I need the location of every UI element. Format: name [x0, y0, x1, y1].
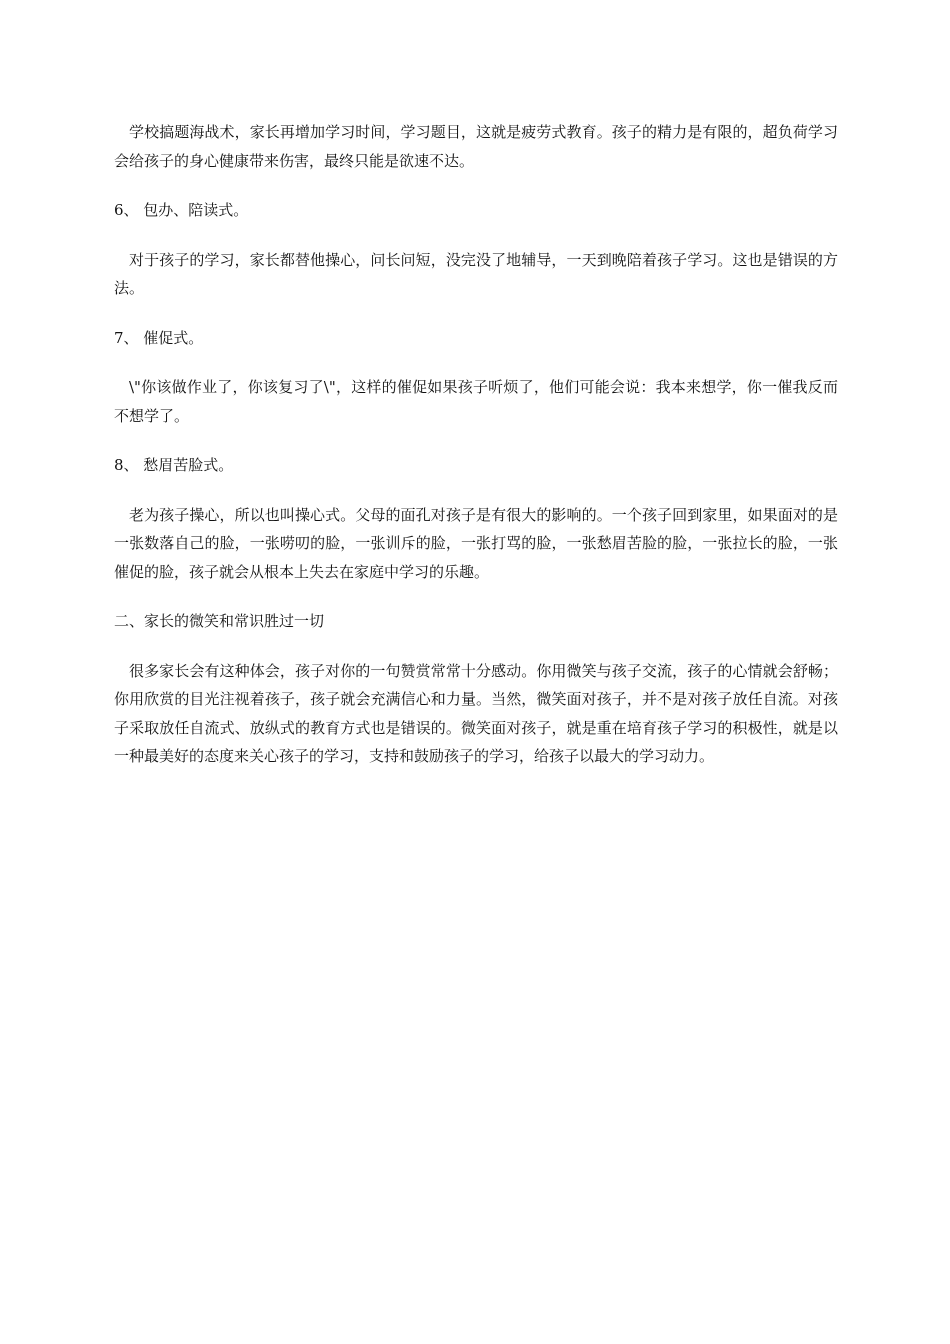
heading-item-8: 8、 愁眉苦脸式。: [114, 456, 234, 474]
heading-item-6: 6、 包办、陪读式。: [114, 201, 249, 219]
paragraph-fatigue-education: 学校搞题海战术，家长再增加学习时间，学习题目，这就是疲劳式教育。孩子的精力是有限的，超负荷学习会给孩子的身心健康带来伤害，最终只能是欲速不达。: [114, 123, 838, 170]
document-page: [114, 118, 838, 771]
heading-item-7: 7、 催促式。: [114, 328, 204, 347]
paragraph-smile-and-knowledge: 很多家长会有这种体会，孩子对你的一句赞赏常常十分感动。你用微笑与孩子交流，孩子的心情就会舒畅；你用欣赏的目光注视着孩子，孩子就会充满信心和力量。当然，微笑面对孩子，并不是对孩子放任自流。对孩子采取放任自流式、放纵式的教育方式也是错误的。微笑面对孩子，就是重在培育孩子学习的积极性，就是以一种最美好的态度来关心孩子的学习，支持和鼓励孩子的学习，给孩子以最大的学习动力。: [114, 661, 838, 765]
paragraph-worried-face: 老为孩子操心，所以也叫操心式。父母的面孔对孩子是有很大的影响的。一个孩子回到家里，如果面对的是一张数落自己的脸，一张唠叨的脸，一张训斥的脸，一张打骂的脸，一张愁眉苦脸的脸，一张拉长的脸，一张催促的脸，孩子就会从根本上失去在家庭中学习的乐趣。: [114, 505, 838, 581]
heading-section-2: 二、家长的微笑和常识胜过一切: [114, 612, 325, 630]
paragraph-urging: \"你该做作业了，你该复习了\"，这样的催促如果孩子听烦了，他们可能会说：我本来想学，你一催我反而不想学了。: [114, 378, 838, 425]
paragraph-accompany-reading: 对于孩子的学习，家长都替他操心，问长问短，没完没了地辅导，一天到晚陪着孩子学习。这也是错误的方法。: [114, 250, 838, 297]
